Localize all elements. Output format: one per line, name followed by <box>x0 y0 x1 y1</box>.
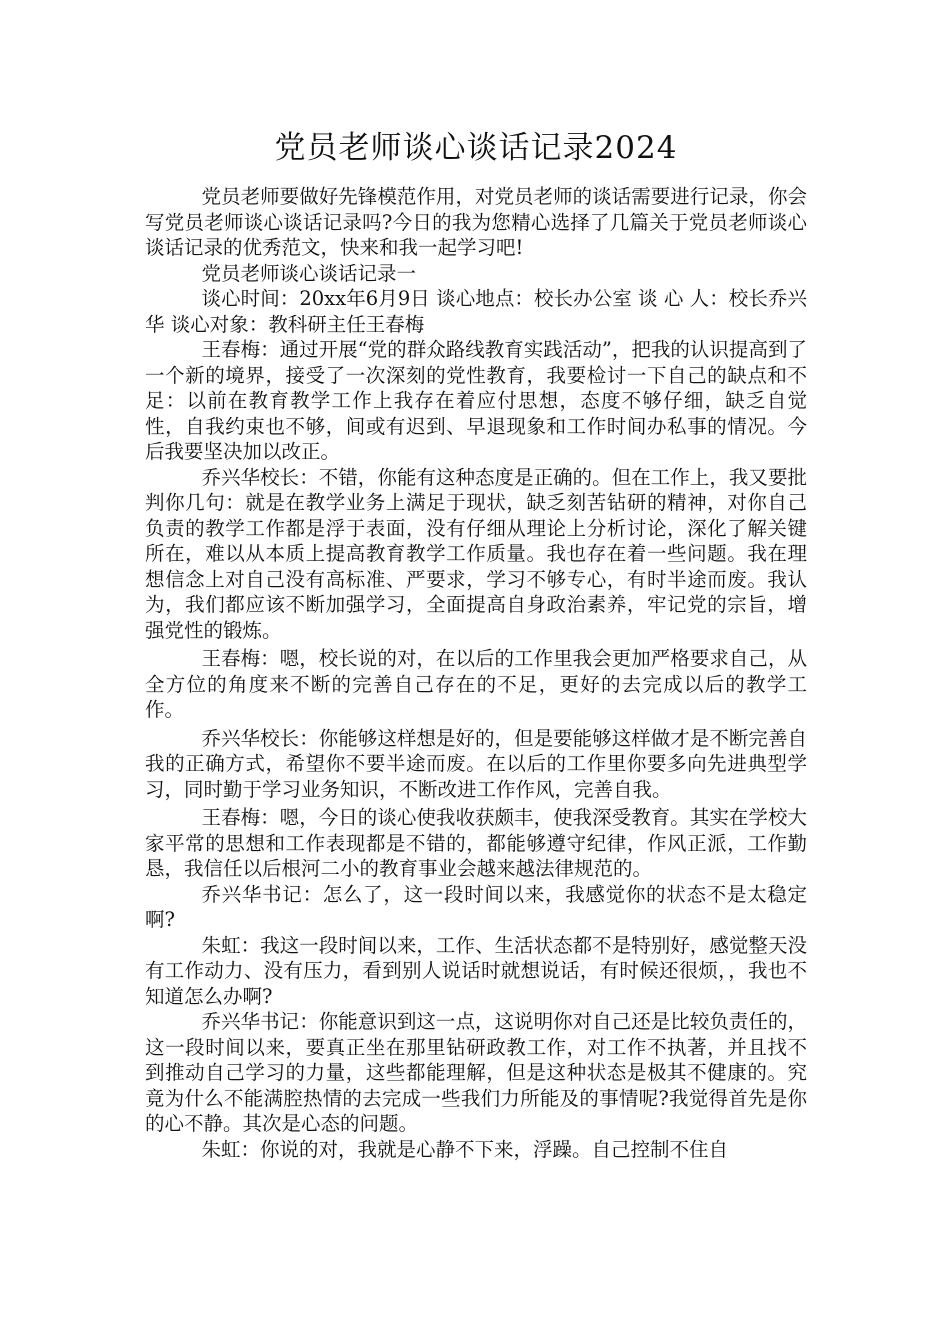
document-title: 党员老师谈心谈话记录2024 <box>274 130 678 166</box>
paragraph-dialogue: 乔兴华书记：你能意识到这一点，这说明你对自己还是比较负责任的，这一段时间以来，要真正坐在那里钻研政教工作，对工作不执著，并且找不到推动自己学习的力量，这些都能理解，但是这种状态是极其不健康的。究竟为什么不能满腔热情的去完成一些我们力所能及的事情呢?我觉得首先是你的心不静。其次是心态的问题。 <box>145 1010 807 1135</box>
paragraph-dialogue: 王春梅：通过开展“党的群众路线教育实践活动”，把我的认识提高到了一个新的境界，接受了一次深刻的党性教育，我要检讨一下自己的缺点和不足：以前在教育教学工作上我存在着应付思想，态度不够仔细，缺乏自觉性，自我约束也不够，间或有迟到、早退现象和工作时间办私事的情况。今后我要坚决加以改正。 <box>145 338 807 463</box>
document-body <box>145 184 807 1162</box>
paragraph-dialogue: 朱虹：你说的对，我就是心静不下来，浮躁。自己控制不住自 <box>201 1137 729 1161</box>
paragraph-dialogue: 乔兴华书记：怎么了，这一段时间以来，我感觉你的状态不是太稳定啊? <box>145 882 807 931</box>
paragraph-dialogue: 乔兴华校长：你能够这样想是好的，但是要能够这样做才是不断完善自我的正确方式，希望你不要半途而废。在以后的工作里你要多向先进典型学习，同时勤于学习业务知识，不断改进工作作风，完善自我。 <box>145 726 807 801</box>
paragraph-intro: 党员老师要做好先锋模范作用，对党员老师的谈话需要进行记录，你会写党员老师谈心谈话记录吗?今日的我为您精心选择了几篇关于党员老师谈心谈话记录的优秀范文，快来和我一起学习吧! <box>145 185 807 259</box>
paragraph-dialogue: 乔兴华校长：不错，你能有这种态度是正确的。但在工作上，我又要批判你几句：就是在教学业务上满足于现状，缺乏刻苦钻研的精神，对你自己负责的教学工作都是浮于表面，没有仔细从理论上分析讨论，深化了解关键所在，难以从本质上提高教育教学工作质量。我也存在着一些问题。我在理想信念上对自己没有高标准、严要求，学习不够专心，有时半途而废。我认为，我们都应该不断加强学习，全面提高自身政治素养，牢记党的宗旨，增强党性的锻炼。 <box>145 465 807 642</box>
paragraph-section-heading: 党员老师谈心谈话记录一 <box>201 261 417 285</box>
document-page <box>145 0 807 1162</box>
paragraph-meeting-info: 谈心时间：20xx年6月9日 谈心地点：校长办公室 谈 心 人：校长乔兴华 谈心对象：教科研主任王春梅 <box>145 287 807 336</box>
paragraph-dialogue: 朱虹：我这一段时间以来，工作、生活状态都不是特别好，感觉整天没有工作动力、没有压力，看到别人说话时就想说话，有时候还很烦，，我也不知道怎么办啊? <box>145 933 807 1008</box>
paragraph-dialogue: 王春梅：嗯，今日的谈心使我收获颇丰，使我深受教育。其实在学校大家平常的思想和工作表现都是不错的，都能够遵守纪律，作风正派，工作勤恳，我信任以后根河二小的教育事业会越来越法律规范的。 <box>145 806 807 880</box>
paragraph-dialogue: 王春梅：嗯，校长说的对，在以后的工作里我会更加严格要求自己，从全方位的角度来不断的完善自己存在的不足，更好的去完成以后的教学工作。 <box>145 647 807 721</box>
